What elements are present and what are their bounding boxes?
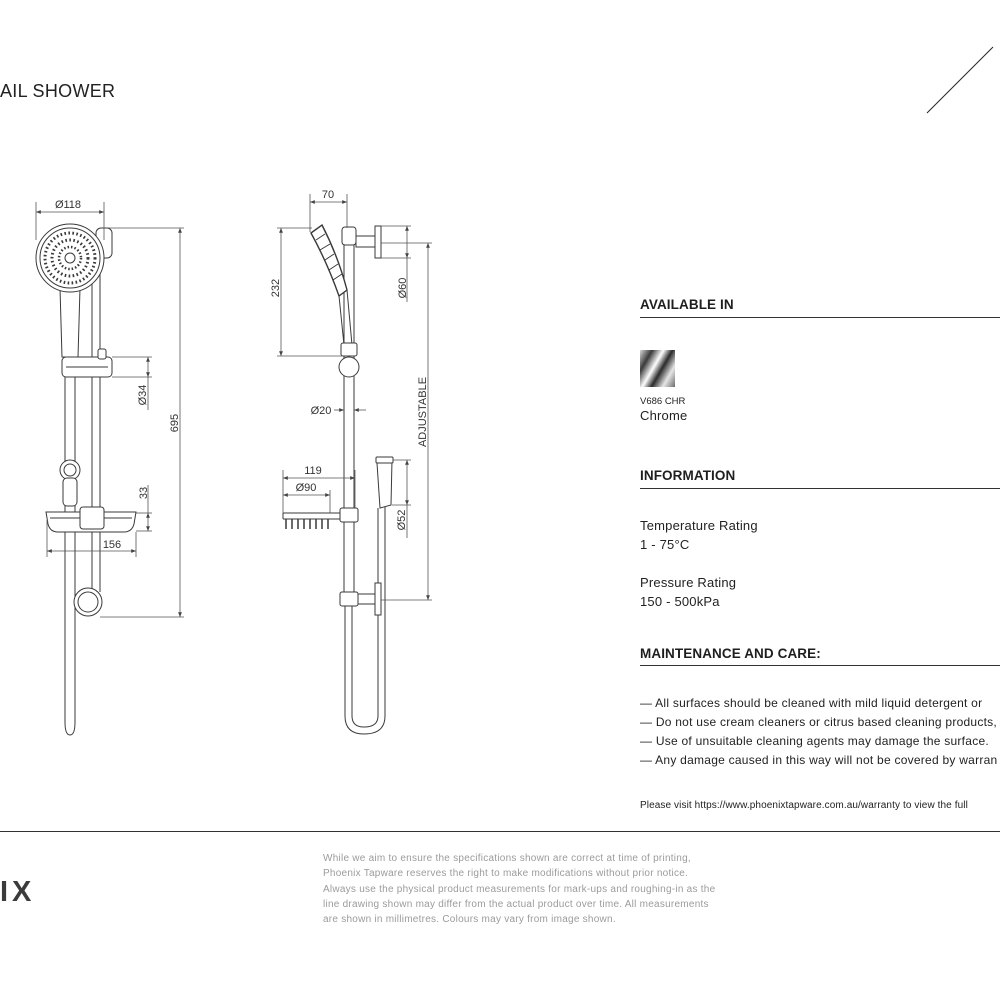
finish-code: V686 CHR [640, 396, 686, 407]
dimension-label-soap-dish-projection: 119 [304, 465, 322, 477]
soap-dish-side [283, 513, 340, 529]
rail-side [344, 244, 354, 598]
disclaimer-line: line drawing shown may differ from the actual product over time. All measurements [323, 898, 709, 910]
dimension-label-holder-diameter: Ø52 [396, 509, 408, 531]
maintenance-list [640, 694, 997, 770]
maintenance-heading: MAINTENANCE AND CARE: [640, 646, 821, 661]
dimension-label-soap-dish-height: 33 [138, 486, 150, 500]
dimension-label-head-height: 232 [270, 278, 282, 298]
front-view-drawing [36, 224, 136, 735]
technical-drawing [0, 0, 460, 780]
slider-knob [339, 357, 359, 377]
hose [65, 377, 75, 735]
list-item: — Do not use cream cleaners or citrus based cleaning products, [640, 715, 998, 729]
temperature-rating-label: Temperature Rating [640, 518, 758, 533]
rail-top-cap [342, 227, 356, 245]
list-item: — All surfaces should be cleaned with mild liquid detergent or [640, 696, 983, 710]
dimension-label-soap-dish-width: 156 [102, 539, 122, 551]
pressure-rating-value: 150 - 500kPa [640, 594, 720, 609]
bottom-wall-bracket [74, 588, 102, 616]
information-heading: INFORMATION [640, 468, 736, 483]
hose-side [345, 506, 385, 734]
warranty-suffix: to view the full [900, 800, 968, 811]
list-item: — Any damage caused in this way will not be covered by warran [640, 753, 998, 767]
dimension-label-head-diameter: Ø118 [54, 199, 82, 211]
section-divider [640, 488, 1000, 489]
handset-handle [60, 288, 80, 357]
section-divider [640, 665, 1000, 666]
warranty-prefix: Please visit [640, 800, 695, 811]
footer-divider [0, 831, 1000, 832]
pressure-rating-label: Pressure Rating [640, 575, 737, 590]
shower-head [36, 224, 104, 292]
finish-name: Chrome [640, 408, 688, 423]
dimension-label-slider-diameter: Ø34 [137, 384, 149, 406]
brand-logo: IX [0, 876, 36, 908]
hose-holder [60, 460, 80, 506]
dimension-label-adjustable: ADJUSTABLE [417, 376, 429, 448]
available-in-heading: AVAILABLE IN [640, 297, 734, 312]
soap-dish-clamp [340, 508, 358, 522]
list-item: — Use of unsuitable cleaning agents may damage the surface. [640, 734, 989, 748]
dimension-label-rail-diameter: Ø20 [310, 405, 332, 417]
handset-holder-side [376, 457, 393, 508]
dimension-label-soap-dish-diameter: Ø90 [295, 482, 317, 494]
dimension-label-wall-flange-diameter: Ø60 [397, 277, 409, 299]
bottom-wall-connector [340, 583, 381, 615]
disclaimer-line: Always use the physical product measurements for mark-ups and roughing-in as the [323, 883, 716, 895]
disclaimer-line: While we aim to ensure the specifications shown are correct at time of printing, [323, 853, 691, 864]
chrome-finish-swatch [640, 350, 675, 387]
section-divider [640, 317, 1000, 318]
warranty-note [640, 800, 968, 812]
side-view-drawing [283, 225, 393, 734]
dimension-label-overall-height: 695 [169, 413, 181, 433]
soap-dish [46, 507, 136, 532]
disclaimer-line: are shown in millimetres. Colours may vary from image shown. [323, 914, 616, 926]
disclaimer-line: Phoenix Tapware reserves the right to make modifications without prior notice. [323, 868, 689, 880]
dimension-label-head-projection: 70 [321, 189, 335, 201]
slider-side [341, 343, 357, 356]
rail [92, 258, 100, 592]
product-title: AIL SHOWER [0, 81, 116, 101]
spec-panel [640, 0, 1000, 831]
top-wall-connector [356, 226, 381, 258]
temperature-rating-value: 1 - 75°C [640, 537, 690, 552]
warranty-link[interactable]: https://www.phoenixtapware.com.au/warranty [694, 800, 901, 811]
disclaimer-text [323, 851, 715, 927]
